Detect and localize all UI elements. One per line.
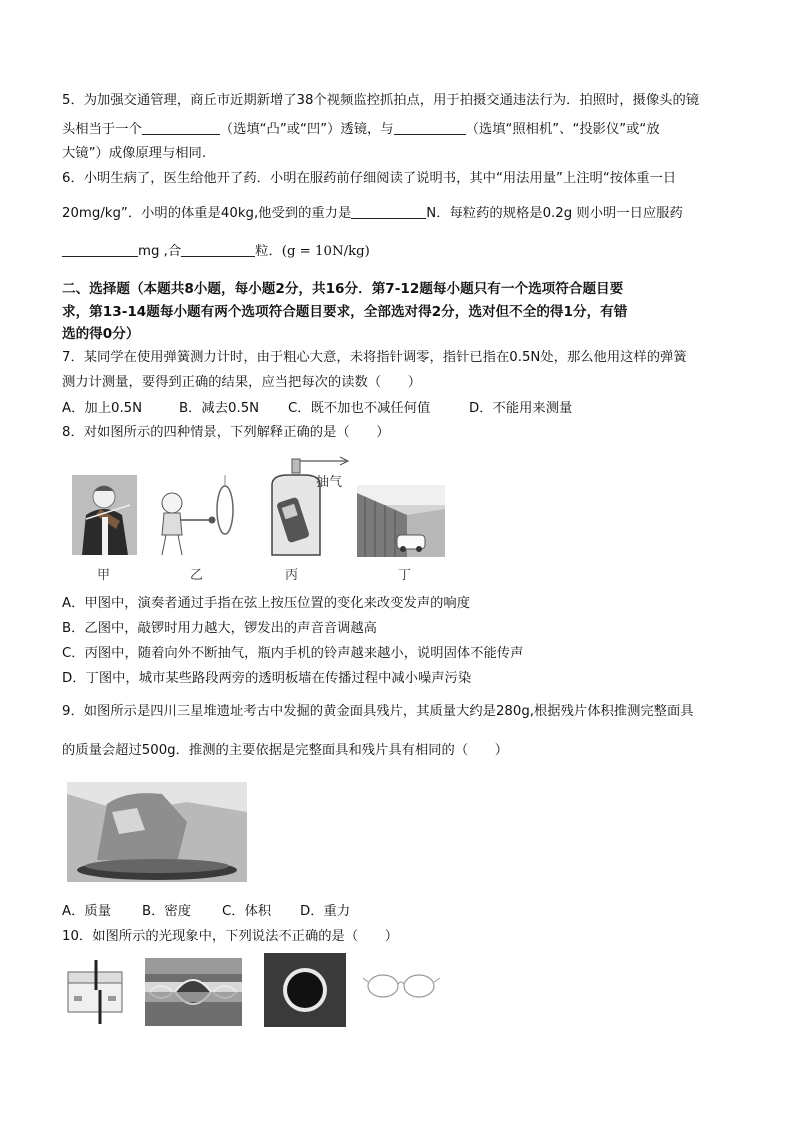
q8-label-jia: 甲 bbox=[97, 568, 111, 583]
q7-line2: 测力计测量，要得到正确的结果，应当把每次的读数（ ） bbox=[62, 375, 422, 390]
q5-line3: 大镜”）成像原理与相同. bbox=[62, 146, 207, 161]
section2-line3: 选的得0分） bbox=[62, 326, 140, 342]
q7-option-d[interactable]: D．不能用来测量 bbox=[469, 401, 573, 416]
q6-line3-part1: mg ,合 bbox=[138, 244, 182, 259]
q10-figure-glasses bbox=[363, 968, 441, 1004]
q6-blank-gravity[interactable] bbox=[351, 205, 426, 219]
q5-line2-part2: （选填“凸”或“凹”）透镜，与 bbox=[219, 122, 394, 137]
q6-line3 bbox=[62, 243, 370, 258]
q8-figure-noise-barrier bbox=[357, 485, 445, 557]
q5-line2-part3: （选填“照相机”、“投影仪”或“放 bbox=[465, 122, 660, 137]
q6-blank-pills[interactable] bbox=[181, 243, 255, 257]
section2-line2: 求，第13-14题每小题有两个选项符合题目要求，全部选对得2分，选对但不全的得1分，有错 bbox=[62, 304, 628, 320]
q7-line1: 7．某同学在使用弹簧测力计时，由于粗心大意，未将指针调零，指针已指在0.5N处，那么他用这样的弹簧 bbox=[62, 350, 687, 365]
q5-blank-lens[interactable] bbox=[142, 121, 220, 135]
q8-option-d[interactable]: D．丁图中，城市某些路段两旁的透明板墙在传播过程中减小噪声污染 bbox=[62, 671, 472, 686]
q6-g-value: (g = 10N/kg) bbox=[281, 244, 370, 259]
q8-pump-label: 抽气 bbox=[316, 475, 343, 490]
q8-label-bing: 丙 bbox=[285, 568, 299, 583]
q7-option-a[interactable]: A．加上0.5N bbox=[62, 401, 143, 416]
q6-line2-part1: 20mg/kg”．小明的体重是40kg,他受到的重力是 bbox=[62, 206, 352, 221]
q8-figure-phone-jar bbox=[258, 455, 353, 560]
q8-option-b[interactable]: B．乙图中，敲锣时用力越大，锣发出的声音音调越高 bbox=[62, 621, 377, 636]
q8-option-a[interactable]: A．甲图中，演奏者通过手指在弦上按压位置的变化来改变发声的响度 bbox=[62, 596, 471, 611]
q8-option-c[interactable]: C．丙图中，随着向外不断抽气，瓶内手机的铃声越来越小，说明固体不能传声 bbox=[62, 646, 524, 661]
q9-figure-gold-mask bbox=[67, 782, 247, 882]
q6-line2-part2: N．每粒药的规格是0.2g 则小明一日应服药 bbox=[426, 206, 683, 221]
q5-line1: 5．为加强交通管理，商丘市近期新增了38个视频监控抓拍点，用于拍摄交通违法行为．拍照时，摄像头的镜 bbox=[62, 93, 700, 108]
q9-option-a[interactable]: A．质量 bbox=[62, 904, 111, 919]
q10-figure-bridge-reflection bbox=[145, 958, 242, 1026]
q7-option-c[interactable]: C．既不加也不减任何值 bbox=[288, 401, 431, 416]
q6-line1: 6．小明生病了，医生给他开了药．小明在服药前仔细阅读了说明书，其中“用法用量”上注明“按体重一日 bbox=[62, 171, 677, 186]
q10-figure-solar-eclipse bbox=[264, 953, 346, 1027]
q8-label-ding: 丁 bbox=[398, 568, 412, 583]
q8-stem: 8．对如图所示的四种情景，下列解释正确的是（ ） bbox=[62, 425, 390, 440]
q6-blank-mg[interactable] bbox=[62, 243, 138, 257]
q8-figure-gong bbox=[150, 475, 240, 560]
q6-line3-part2: 粒． bbox=[255, 244, 282, 259]
q9-option-d[interactable]: D．重力 bbox=[300, 904, 351, 919]
q5-blank-device[interactable] bbox=[394, 121, 466, 135]
q8-label-yi: 乙 bbox=[190, 568, 204, 583]
q9-line2: 的质量会超过500g．推测的主要依据是完整面具和残片具有相同的（ ） bbox=[62, 743, 509, 758]
q9-line1: 9．如图所示是四川三星堆遗址考古中发掘的黄金面具残片，其质量大约是280g,根据残片体积推测完整面具 bbox=[62, 704, 694, 719]
q7-option-b[interactable]: B．减去0.5N bbox=[179, 401, 260, 416]
q9-option-c[interactable]: C．体积 bbox=[222, 904, 272, 919]
q8-figure-violinist bbox=[72, 475, 137, 555]
q9-option-b[interactable]: B．密度 bbox=[142, 904, 192, 919]
q5-line2-part1: 头相当于一个 bbox=[62, 122, 142, 137]
q6-line2 bbox=[62, 205, 683, 220]
q5-line2 bbox=[62, 121, 660, 136]
q10-figure-pencil-refraction bbox=[62, 960, 130, 1028]
section2-line1: 二、选择题（本题共8小题，每小题2分，共16分．第7-12题每小题只有一个选项符合题目要 bbox=[62, 281, 624, 297]
q10-stem: 10．如图所示的光现象中，下列说法不正确的是（ ） bbox=[62, 929, 399, 944]
